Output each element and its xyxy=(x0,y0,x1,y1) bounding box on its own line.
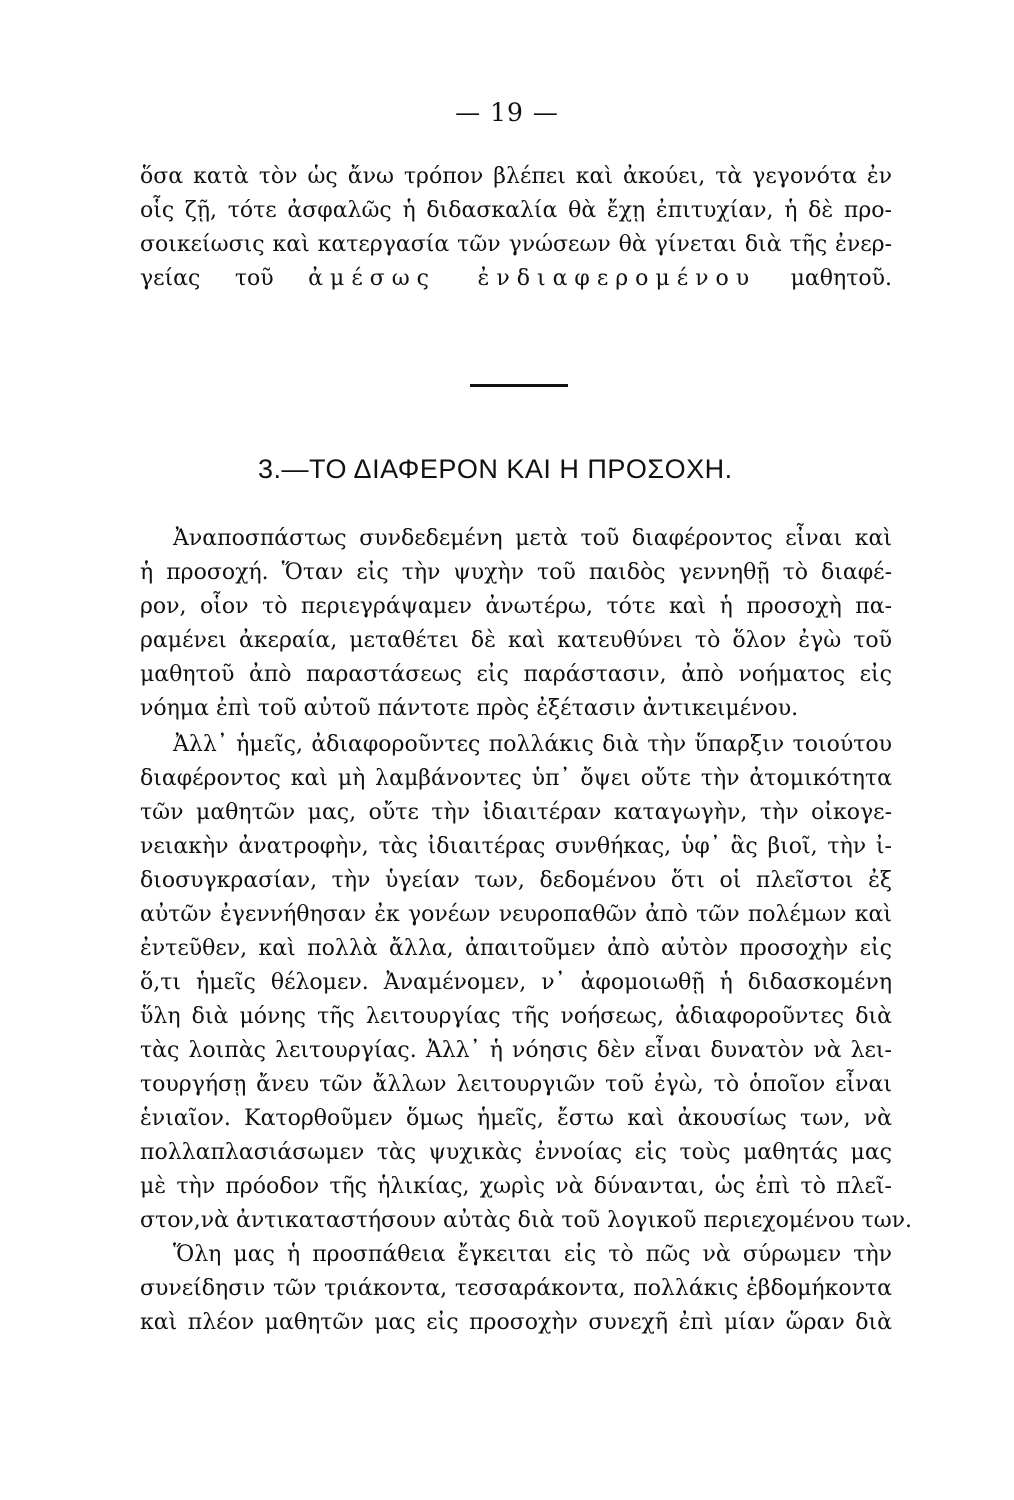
intro-line-3: σοικείωσις καὶ κατεργασία τῶν γνώσεων θὰ γίνεται διὰ τῆς ἐνερ- xyxy=(140,232,892,257)
p2-line-13: πολλαπλασιάσωμεν τὰς ψυχικὰς ἐννοίας εἰς τοὺς μαθητάς μας xyxy=(140,1140,892,1165)
p2-line-8: ὅ,τι ἡμεῖς θέλομεν. Ἀναμένομεν, ν᾽ ἀφομοιωθῇ ἡ διδασκομένη xyxy=(140,970,892,995)
p3-line-1: Ὅλη μας ἡ προσπάθεια ἔγκειται εἰς τὸ πῶς νὰ σύρωμεν τὴν xyxy=(173,1242,892,1267)
p2-line-2: διαφέροντος καὶ μὴ λαμβάνοντες ὑπ᾽ ὄψει οὔτε τὴν ἀτομικότητα xyxy=(140,766,892,791)
p2-line-14: μὲ τὴν πρόοδον τῆς ἡλικίας, χωρὶς νὰ δύνανται, ὡς ἐπὶ τὸ πλεῖ- xyxy=(140,1174,892,1199)
page-number: — 19 — xyxy=(455,98,559,127)
p2-line-7: ἐντεῦθεν, καὶ πολλὰ ἄλλα, ἀπαιτοῦμεν ἀπὸ αὐτὸν προσοχὴν εἰς xyxy=(140,936,892,961)
p2-line-1: Ἀλλ᾽ ἡμεῖς, ἀδιαφοροῦντες πολλάκις διὰ τὴν ὕπαρξιν τοιούτου xyxy=(173,732,892,757)
intro-line-1: ὅσα κατὰ τὸν ὡς ἄνω τρόπον βλέπει καὶ ἀκούει, τὰ γεγονότα ἐν xyxy=(140,164,892,189)
section-divider xyxy=(470,384,568,387)
intro-line-4-spaced: ἀμέσως ἐνδιαφερομένου xyxy=(308,266,757,291)
p1-line-6: νόημα ἐπὶ τοῦ αὐτοῦ πάντοτε πρὸς ἐξέτασιν ἀντικειμένου. xyxy=(140,696,799,721)
p2-line-15: στον,νὰ ἀντικαταστήσουν αὐτὰς διὰ τοῦ λογικοῦ περιεχομένου των. xyxy=(140,1208,913,1233)
intro-line-4-start: γείας τοῦ xyxy=(140,266,274,291)
p2-line-10: τὰς λοιπὰς λειτουργίας. Ἀλλ᾽ ἡ νόησις δὲν εἶναι δυνατὸν νὰ λει- xyxy=(140,1038,892,1063)
p3-line-3: καὶ πλέον μαθητῶν μας εἰς προσοχὴν συνεχῆ ἐπὶ μίαν ὥραν διὰ xyxy=(140,1310,892,1335)
p1-line-4: ραμένει ἀκεραία, μεταθέτει δὲ καὶ κατευθύνει τὸ ὅλον ἐγὼ τοῦ xyxy=(140,628,892,653)
p1-line-5: μαθητοῦ ἀπὸ παραστάσεως εἰς παράστασιν, ἀπὸ νοήματος εἰς xyxy=(140,662,892,687)
p2-line-6: αὐτῶν ἐγεννήθησαν ἐκ γονέων νευροπαθῶν ἀπὸ τῶν πολέμων καὶ xyxy=(140,902,892,927)
p2-line-3: τῶν μαθητῶν μας, οὔτε τὴν ἰδιαιτέραν καταγωγὴν, τὴν οἰκογε- xyxy=(140,800,892,825)
p2-line-9: ὕλη διὰ μόνης τῆς λειτουργίας τῆς νοήσεως, ἀδιαφοροῦντες διὰ xyxy=(140,1004,892,1029)
p1-line-3: ρον, οἷον τὸ περιεγράψαμεν ἀνωτέρω, τότε καὶ ἡ προσοχὴ πα- xyxy=(140,594,892,619)
intro-line-4-end: μαθητοῦ. xyxy=(790,266,892,291)
p2-line-5: διοσυγκρασίαν, τὴν ὑγείαν των, δεδομένου ὅτι οἱ πλεῖστοι ἐξ xyxy=(140,868,892,893)
p3-line-2: συνείδησιν τῶν τριάκοντα, τεσσαράκοντα, πολλάκις ἑβδομήκοντα xyxy=(140,1276,892,1301)
intro-line-4 xyxy=(140,264,892,294)
section-title: 3.—ΤΟ ΔΙΑΦΕΡΟΝ ΚΑΙ Η ΠΡΟΣΟΧΗ. xyxy=(258,454,733,484)
p1-line-2: ἡ προσοχή. Ὅταν εἰς τὴν ψυχὴν τοῦ παιδὸς γεννηθῇ τὸ διαφέ- xyxy=(140,560,892,585)
intro-line-2: οἷς ζῇ, τότε ἀσφαλῶς ἡ διδασκαλία θὰ ἔχῃ ἐπιτυχίαν, ἡ δὲ προ- xyxy=(140,198,892,223)
p1-line-1: Ἀναποσπάστως συνδεδεμένη μετὰ τοῦ διαφέροντος εἶναι καὶ xyxy=(173,526,892,551)
p2-line-11: τουργήσῃ ἄνευ τῶν ἄλλων λειτουργιῶν τοῦ ἐγὼ, τὸ ὁποῖον εἶναι xyxy=(140,1072,892,1097)
p2-line-12: ἑνιαῖον. Κατορθοῦμεν ὅμως ἡμεῖς, ἔστω καὶ ἀκουσίως των, νὰ xyxy=(140,1106,892,1131)
p2-line-4: νειακὴν ἀνατροφὴν, τὰς ἰδιαιτέρας συνθήκας, ὑφ᾽ ἃς βιοῖ, τὴν ἰ- xyxy=(140,834,892,859)
